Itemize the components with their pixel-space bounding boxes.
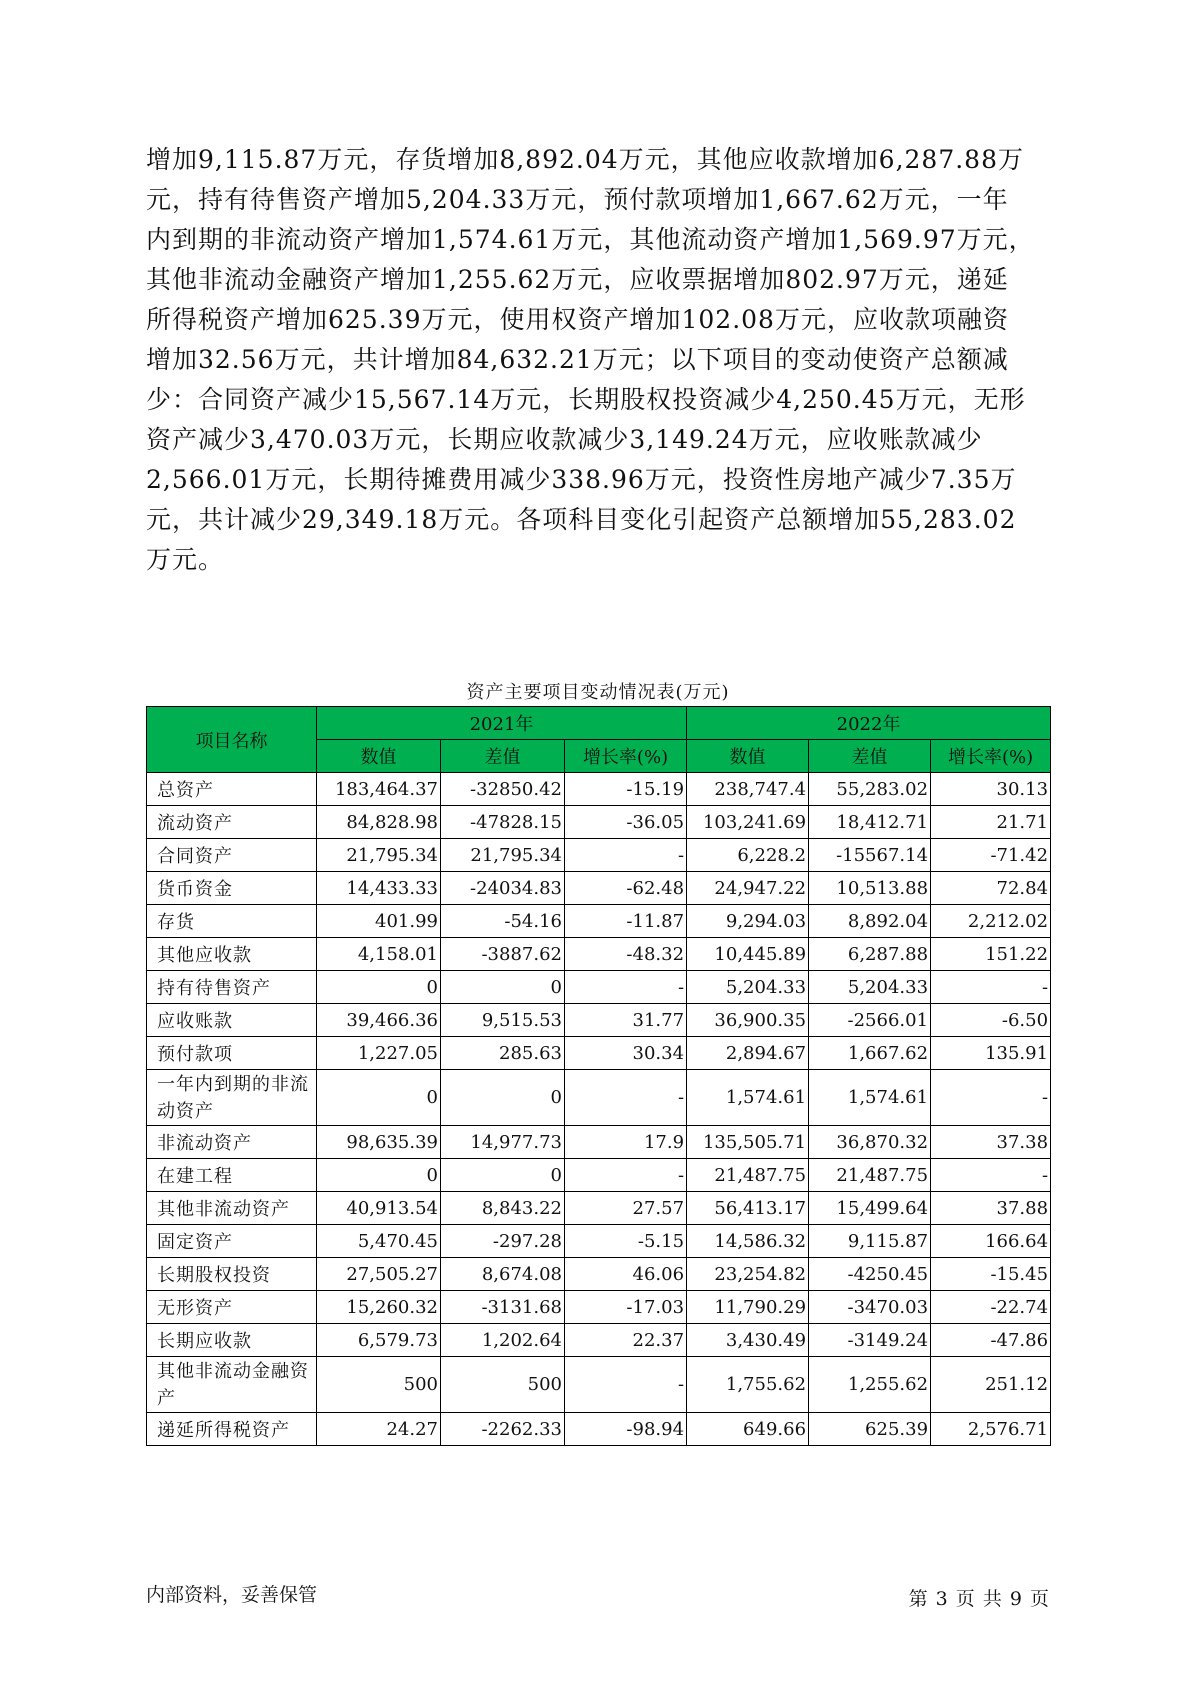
row-value-2022: 24,947.22 <box>687 872 809 905</box>
row-growth-2021: -98.94 <box>565 1413 687 1446</box>
header-growth-2022: 增长率(%) <box>931 740 1051 773</box>
row-growth-2021: 27.57 <box>565 1192 687 1225</box>
row-item-name: 存货 <box>147 905 317 938</box>
row-value-2022: 1,755.62 <box>687 1357 809 1413</box>
header-item-name: 项目名称 <box>147 707 317 773</box>
row-diff-2021: 8,674.08 <box>441 1258 565 1291</box>
body-paragraph: 增加9,115.87万元，存货增加8,892.04万元，其他应收款增加6,287.88万 元，持有待售资产增加5,204.33万元，预付款项增加1,667.62万元，一年 内到期的非流动资产增加1,574.61万元，其他流动资产增加1,569.97万元， 其他非流动金融资产增加1,255.62万元，应收票据增加802.97万元，递延 所得税资产增加625.39万元，使用权资产增加102.08万元，应收款项融资 增加32.56万元，共计增加84,632.21万元；以下项目的变动使资产总额减 少：合同资产减少15,567.14万元，长期股权投资减少4,250.45万元，无形 资产减少3,470.03万元，长期应收款减少3,149.24万元，应收账款减少 2,566.01万元，长期待摊费用减少338.96万元，投资性房地产减少7.35万 元，共计减少29,349.18万元。各项科目变化引起资产总额增加55,283.02 万元。 <box>146 145 1035 574</box>
row-value-2021: 4,158.01 <box>317 938 441 971</box>
row-growth-2022: -47.86 <box>931 1324 1051 1357</box>
row-diff-2021: 8,843.22 <box>441 1192 565 1225</box>
row-growth-2022: - <box>931 971 1051 1004</box>
row-value-2021: 6,579.73 <box>317 1324 441 1357</box>
row-growth-2022: 2,212.02 <box>931 905 1051 938</box>
table-row <box>147 1004 1051 1037</box>
row-diff-2022: 8,892.04 <box>809 905 931 938</box>
row-growth-2021: -36.05 <box>565 806 687 839</box>
row-diff-2021: 500 <box>441 1357 565 1413</box>
table-row <box>147 1126 1051 1159</box>
row-growth-2021: -11.87 <box>565 905 687 938</box>
row-growth-2021: - <box>565 971 687 1004</box>
row-growth-2022: - <box>931 1159 1051 1192</box>
row-growth-2021: - <box>565 1159 687 1192</box>
table-row <box>147 1324 1051 1357</box>
row-growth-2021: 22.37 <box>565 1324 687 1357</box>
row-diff-2021: -297.28 <box>441 1225 565 1258</box>
row-diff-2022: 5,204.33 <box>809 971 931 1004</box>
row-growth-2022: 166.64 <box>931 1225 1051 1258</box>
row-value-2021: 24.27 <box>317 1413 441 1446</box>
table-row <box>147 1413 1051 1446</box>
row-diff-2022: -3470.03 <box>809 1291 931 1324</box>
row-diff-2021: 0 <box>441 971 565 1004</box>
table-row <box>147 1258 1051 1291</box>
row-value-2022: 238,747.4 <box>687 773 809 806</box>
row-value-2022: 3,430.49 <box>687 1324 809 1357</box>
row-value-2022: 10,445.89 <box>687 938 809 971</box>
table-row <box>147 839 1051 872</box>
row-value-2021: 15,260.32 <box>317 1291 441 1324</box>
row-growth-2022: 37.88 <box>931 1192 1051 1225</box>
row-diff-2022: 55,283.02 <box>809 773 931 806</box>
row-value-2022: 135,505.71 <box>687 1126 809 1159</box>
table-body <box>147 773 1051 1446</box>
header-value-2021: 数值 <box>317 740 441 773</box>
row-item-name: 货币资金 <box>147 872 317 905</box>
row-diff-2022: 6,287.88 <box>809 938 931 971</box>
header-diff-2021: 差值 <box>441 740 565 773</box>
row-growth-2022: 21.71 <box>931 806 1051 839</box>
row-diff-2021: -32850.42 <box>441 773 565 806</box>
row-growth-2022: -6.50 <box>931 1004 1051 1037</box>
row-value-2021: 0 <box>317 1159 441 1192</box>
table-row <box>147 1159 1051 1192</box>
row-item-name: 预付款项 <box>147 1037 317 1070</box>
row-growth-2022: -22.74 <box>931 1291 1051 1324</box>
row-value-2022: 5,204.33 <box>687 971 809 1004</box>
row-item-name: 持有待售资产 <box>147 971 317 1004</box>
table-caption: 资产主要项目变动情况表(万元) <box>466 682 730 703</box>
row-diff-2021: 14,977.73 <box>441 1126 565 1159</box>
header-diff-2022: 差值 <box>809 740 931 773</box>
row-item-name: 长期应收款 <box>147 1324 317 1357</box>
header-year-2021: 2021年 <box>317 707 687 740</box>
row-item-name: 固定资产 <box>147 1225 317 1258</box>
row-diff-2022: 625.39 <box>809 1413 931 1446</box>
row-diff-2022: -2566.01 <box>809 1004 931 1037</box>
row-growth-2021: -15.19 <box>565 773 687 806</box>
row-diff-2021: 285.63 <box>441 1037 565 1070</box>
row-growth-2021: - <box>565 1070 687 1126</box>
row-diff-2021: 9,515.53 <box>441 1004 565 1037</box>
table-row <box>147 971 1051 1004</box>
row-item-name: 其他非流动资产 <box>147 1192 317 1225</box>
row-value-2021: 27,505.27 <box>317 1258 441 1291</box>
row-value-2022: 649.66 <box>687 1413 809 1446</box>
row-value-2022: 14,586.32 <box>687 1225 809 1258</box>
row-value-2021: 0 <box>317 1070 441 1126</box>
row-item-name: 其他应收款 <box>147 938 317 971</box>
row-growth-2022: 135.91 <box>931 1037 1051 1070</box>
row-growth-2021: -62.48 <box>565 872 687 905</box>
row-growth-2021: 31.77 <box>565 1004 687 1037</box>
row-value-2022: 11,790.29 <box>687 1291 809 1324</box>
row-value-2021: 21,795.34 <box>317 839 441 872</box>
row-value-2021: 14,433.33 <box>317 872 441 905</box>
row-growth-2021: - <box>565 1357 687 1413</box>
row-item-name: 无形资产 <box>147 1291 317 1324</box>
asset-change-table <box>146 706 1051 1446</box>
row-diff-2021: -2262.33 <box>441 1413 565 1446</box>
row-growth-2022: 2,576.71 <box>931 1413 1051 1446</box>
row-diff-2022: 18,412.71 <box>809 806 931 839</box>
row-diff-2022: 9,115.87 <box>809 1225 931 1258</box>
row-value-2022: 21,487.75 <box>687 1159 809 1192</box>
row-diff-2022: 15,499.64 <box>809 1192 931 1225</box>
row-growth-2022: 251.12 <box>931 1357 1051 1413</box>
table-row <box>147 806 1051 839</box>
row-item-name: 总资产 <box>147 773 317 806</box>
row-item-name: 递延所得税资产 <box>147 1413 317 1446</box>
row-growth-2022: 72.84 <box>931 872 1051 905</box>
row-growth-2021: -5.15 <box>565 1225 687 1258</box>
row-diff-2021: 0 <box>441 1159 565 1192</box>
row-growth-2021: - <box>565 839 687 872</box>
table-row <box>147 773 1051 806</box>
row-value-2021: 183,464.37 <box>317 773 441 806</box>
table-row <box>147 1291 1051 1324</box>
table-row <box>147 905 1051 938</box>
row-diff-2022: 21,487.75 <box>809 1159 931 1192</box>
row-diff-2021: 0 <box>441 1070 565 1126</box>
row-item-name: 非流动资产 <box>147 1126 317 1159</box>
row-value-2021: 500 <box>317 1357 441 1413</box>
footer-confidential-note: 内部资料，妥善保管 <box>146 1584 318 1606</box>
row-diff-2022: 36,870.32 <box>809 1126 931 1159</box>
row-diff-2021: -3131.68 <box>441 1291 565 1324</box>
row-value-2022: 23,254.82 <box>687 1258 809 1291</box>
table-row <box>147 938 1051 971</box>
row-diff-2022: 1,667.62 <box>809 1037 931 1070</box>
row-item-name: 长期股权投资 <box>147 1258 317 1291</box>
row-value-2022: 56,413.17 <box>687 1192 809 1225</box>
row-growth-2022: -71.42 <box>931 839 1051 872</box>
row-value-2022: 36,900.35 <box>687 1004 809 1037</box>
row-diff-2022: -3149.24 <box>809 1324 931 1357</box>
row-growth-2021: 17.9 <box>565 1126 687 1159</box>
row-diff-2022: 10,513.88 <box>809 872 931 905</box>
row-value-2021: 98,635.39 <box>317 1126 441 1159</box>
row-value-2021: 39,466.36 <box>317 1004 441 1037</box>
row-value-2021: 40,913.54 <box>317 1192 441 1225</box>
row-diff-2022: -4250.45 <box>809 1258 931 1291</box>
table-row <box>147 1225 1051 1258</box>
header-year-2022: 2022年 <box>687 707 1051 740</box>
row-item-name: 其他非流动金融资产 <box>147 1357 317 1413</box>
row-diff-2021: -3887.62 <box>441 938 565 971</box>
row-item-name: 应收账款 <box>147 1004 317 1037</box>
table-row <box>147 1070 1051 1126</box>
row-value-2021: 0 <box>317 971 441 1004</box>
row-growth-2022: 37.38 <box>931 1126 1051 1159</box>
row-item-name: 一年内到期的非流动资产 <box>147 1070 317 1126</box>
row-diff-2022: 1,255.62 <box>809 1357 931 1413</box>
row-value-2021: 84,828.98 <box>317 806 441 839</box>
table-row <box>147 1037 1051 1070</box>
row-diff-2021: -24034.83 <box>441 872 565 905</box>
row-value-2022: 2,894.67 <box>687 1037 809 1070</box>
row-value-2022: 103,241.69 <box>687 806 809 839</box>
row-growth-2022: -15.45 <box>931 1258 1051 1291</box>
row-item-name: 合同资产 <box>147 839 317 872</box>
row-value-2022: 9,294.03 <box>687 905 809 938</box>
row-item-name: 流动资产 <box>147 806 317 839</box>
row-diff-2022: 1,574.61 <box>809 1070 931 1126</box>
row-diff-2021: 1,202.64 <box>441 1324 565 1357</box>
row-value-2021: 5,470.45 <box>317 1225 441 1258</box>
row-growth-2021: -17.03 <box>565 1291 687 1324</box>
row-diff-2021: 21,795.34 <box>441 839 565 872</box>
row-growth-2021: -48.32 <box>565 938 687 971</box>
row-value-2022: 1,574.61 <box>687 1070 809 1126</box>
row-value-2022: 6,228.2 <box>687 839 809 872</box>
row-growth-2021: 30.34 <box>565 1037 687 1070</box>
row-diff-2022: -15567.14 <box>809 839 931 872</box>
table-row <box>147 1357 1051 1413</box>
row-diff-2021: -54.16 <box>441 905 565 938</box>
footer-page-number: 第 3 页 共 9 页 <box>908 1588 1050 1610</box>
table-row <box>147 872 1051 905</box>
row-growth-2022: 30.13 <box>931 773 1051 806</box>
row-item-name: 在建工程 <box>147 1159 317 1192</box>
header-value-2022: 数值 <box>687 740 809 773</box>
table-row <box>147 1192 1051 1225</box>
row-growth-2022: - <box>931 1070 1051 1126</box>
row-growth-2022: 151.22 <box>931 938 1051 971</box>
header-growth-2021: 增长率(%) <box>565 740 687 773</box>
row-value-2021: 1,227.05 <box>317 1037 441 1070</box>
row-diff-2021: -47828.15 <box>441 806 565 839</box>
row-growth-2021: 46.06 <box>565 1258 687 1291</box>
row-value-2021: 401.99 <box>317 905 441 938</box>
